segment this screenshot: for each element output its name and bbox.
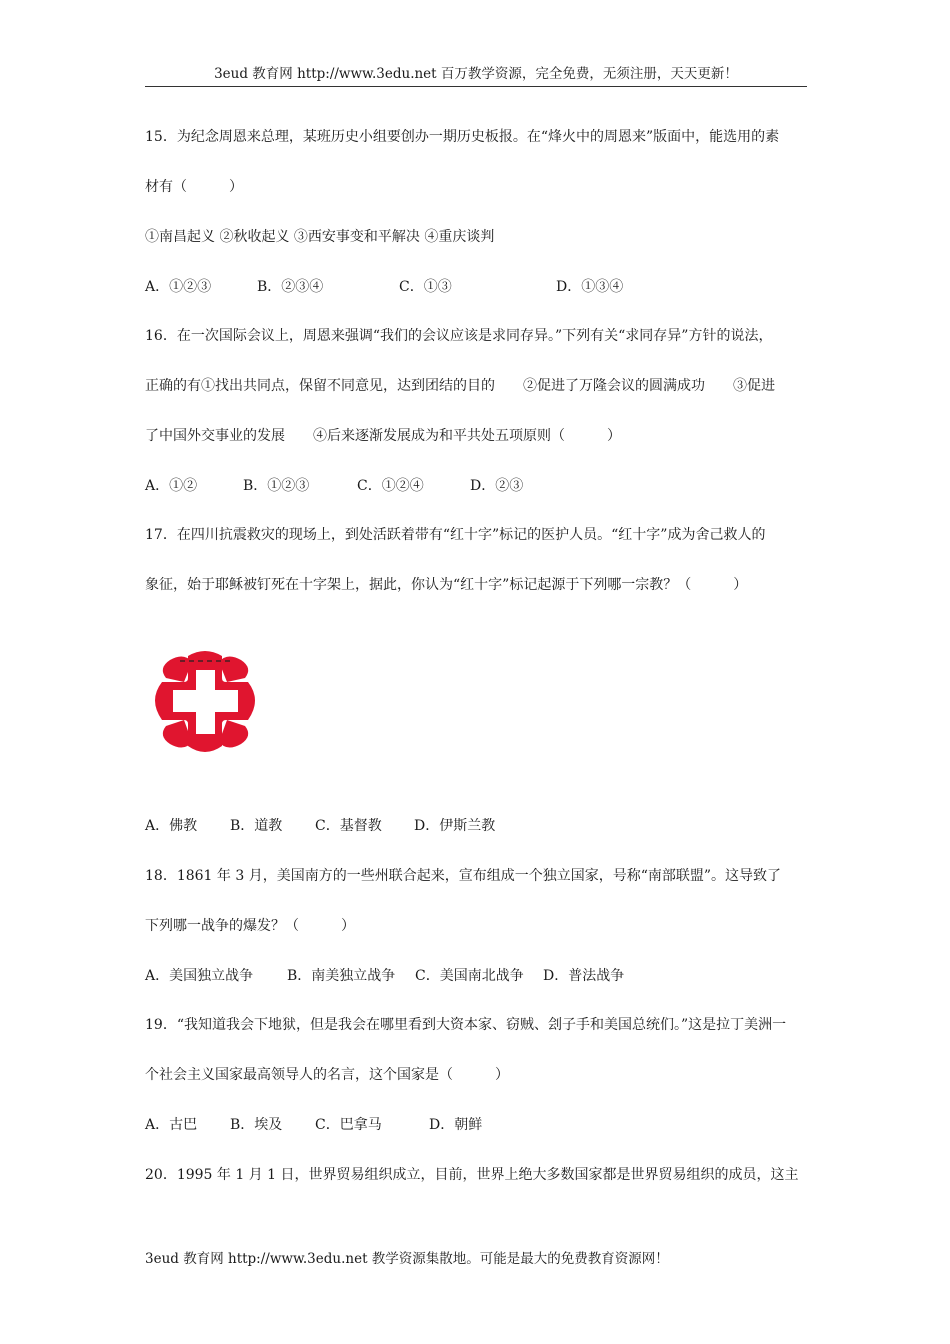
q19-option-c: C．巴拿马 [315,1117,382,1133]
q17-option-b: B．道教 [230,818,283,834]
q18-option-b: B．南美独立战争 [287,968,396,984]
q18-option-a: A．美国独立战争 [145,968,254,984]
q17-option-c: C．基督教 [315,818,382,834]
q15-items: ①南昌起义 ②秋收起义 ③西安事变和平解决 ④重庆谈判 [145,229,495,245]
q15-option-b: B．②③④ [257,279,324,295]
q15-stem-line2: 材有（ ） [145,179,243,195]
q16-option-c: C．①②④ [357,478,424,494]
q15-stem-line1: 15．为纪念周恩来总理，某班历史小组要创办一期历史板报。在“烽火中的周恩来”版面中，能选用的素 [145,129,780,145]
q18-stem-line1: 18．1861 年 3 月，美国南方的一些州联合起来，宣布组成一个独立国家，号称“南部联盟”。这导致了 [145,868,782,884]
q19-stem-line2: 个社会主义国家最高领导人的名言，这个国家是（ ） [145,1067,509,1083]
q16-option-b: B．①②③ [243,478,310,494]
red-cross-logo-icon [148,648,263,756]
q20-stem-line1: 20．1995 年 1 月 1 日，世界贸易组织成立，目前，世界上绝大多数国家都是世界贸易组织的成员，这主 [145,1167,799,1183]
q16-option-a: A．①② [145,478,198,494]
q16-option-d: D．②③ [470,478,524,494]
q16-stem-line1: 16．在一次国际会议上，周恩来强调“我们的会议应该是求同存异。”下列有关“求同存异”方针的说法， [145,328,773,344]
q19-stem-line1: 19．“我知道我会下地狱，但是我会在哪里看到大资本家、窃贼、刽子手和美国总统们。”这是拉丁美洲一 [145,1017,787,1033]
q19-option-b: B．埃及 [230,1117,283,1133]
page-footer: 3eud 教育网 http://www.3edu.net 教学资源集散地。可能是最大的免费教育资源网！ [145,1251,669,1267]
q17-stem-line1: 17．在四川抗震救灾的现场上，到处活跃着带有“红十字”标记的医护人员。“红十字”成为舍己救人的 [145,527,766,543]
q17-option-d: D．伊斯兰教 [414,818,496,834]
q16-stem-line3: 了中国外交事业的发展 ④后来逐渐发展成为和平共处五项原则（ ） [145,428,621,444]
q15-option-c: C．①③ [399,279,452,295]
q18-option-c: C．美国南北战争 [415,968,524,984]
q17-stem-line2: 象征，始于耶稣被钉死在十字架上，据此，你认为“红十字”标记起源于下列哪一宗教？（ ） [145,577,748,593]
q18-stem-line2: 下列哪一战争的爆发？（ ） [145,918,355,934]
q15-option-d: D．①③④ [556,279,624,295]
q19-option-a: A．古巴 [145,1117,198,1133]
q18-option-d: D．普法战争 [543,968,625,984]
q15-option-a: A．①②③ [145,279,212,295]
q16-stem-line2: 正确的有①找出共同点，保留不同意见，达到团结的目的 ②促进了万隆会议的圆满成功 ③促进 [145,378,775,394]
q19-option-d: D．朝鲜 [429,1117,483,1133]
page-header: 3eud 教育网 http://www.3edu.net 百万教学资源，完全免费，无须注册，天天更新！ [145,62,807,87]
q17-option-a: A．佛教 [145,818,198,834]
